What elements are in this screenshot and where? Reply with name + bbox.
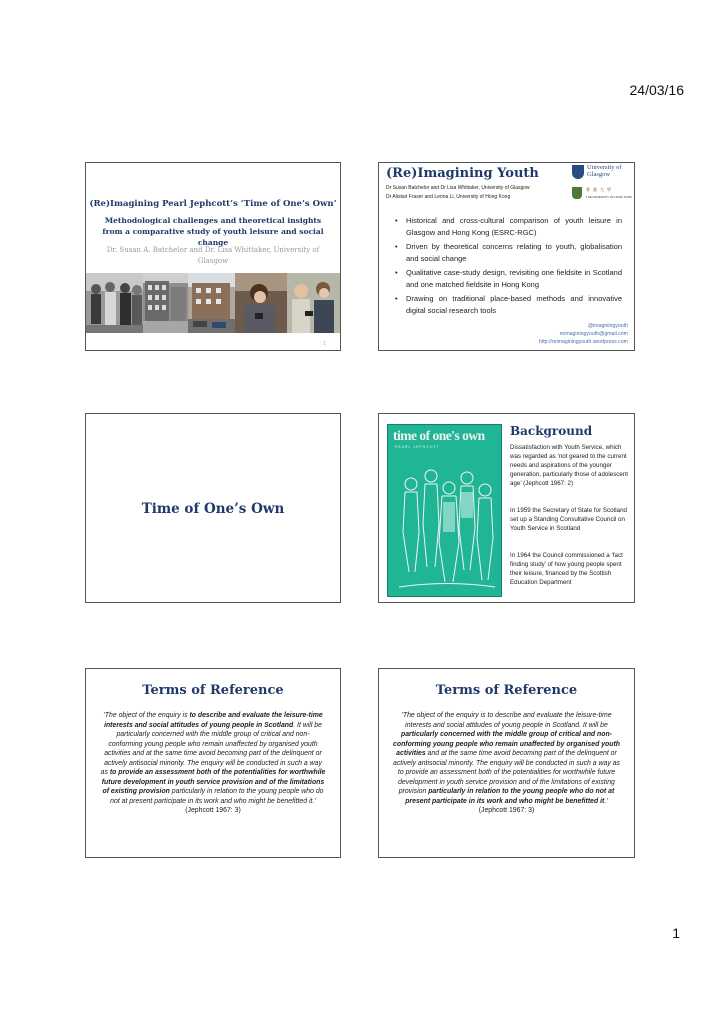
quote-citation: (Jephcott 1967: 3) (478, 807, 535, 814)
slide1-subtitle: Methodological challenges and theoretical insights from a comparative study of youth leisure and social change (102, 216, 324, 247)
quote-segment: ‘The object of the enquiry is (103, 712, 190, 719)
youth-group-image (287, 273, 340, 333)
archive-photo-group-image (86, 273, 143, 333)
slide1-number: 1 (323, 341, 326, 347)
book-cover-author: PEARL JEPHCOTT (395, 445, 440, 449)
tenement-street-image (143, 273, 188, 333)
quote-emphasis: particularly in relation to the young people who do not at present participate in its work and who might be benefitted it (405, 788, 615, 805)
terms-of-reference-quote (100, 711, 326, 816)
page-number: 1 (672, 925, 680, 941)
slide2-contact (539, 322, 628, 346)
list-item: • Driven by theoretical concerns relating to youth, globalisation and social change (395, 241, 622, 264)
hku-crest-icon (572, 187, 582, 199)
book-cover-image (387, 424, 502, 597)
university-of-hong-kong-logo (572, 187, 630, 201)
slide2-byline-glasgow: Dr Susan Batchelor and Dr Lisa Whittaker, University of Glasgow (386, 185, 530, 191)
contact-email: reimaginingyouth@gmail.com (559, 331, 628, 337)
slide-title-jephcott (85, 162, 341, 351)
slide-terms-of-reference-1 (85, 668, 341, 858)
glasgow-shield-icon (572, 165, 584, 179)
slide-terms-of-reference-2 (378, 668, 635, 858)
glasgow-logo-text: University of Glasgow (587, 164, 622, 178)
list-item: • Qualitative case-study design, revisiting one fieldsite in Scotland and one matched fieldsite in Hong Kong (395, 267, 622, 290)
list-item: • Historical and cross-cultural comparison of youth leisure in Glasgow and Hong Kong (ESRC-RGC) (395, 215, 622, 238)
slide-background (378, 413, 635, 603)
slide6-title: Terms of Reference (435, 683, 578, 698)
quote-segment: .’ (604, 797, 608, 805)
project-website: http://reimaginingyouth.wordpress.com (538, 339, 628, 345)
hku-logo-chinese: 香港大學 (586, 187, 614, 192)
book-cover-illustration (397, 462, 497, 592)
housing-estate-image (188, 273, 235, 333)
slide2-title: (Re)Imagining Youth (386, 166, 539, 181)
twitter-handle: @imaginingyouth (587, 323, 628, 329)
slide5-title: Terms of Reference (142, 683, 284, 698)
quote-emphasis: to describe and evaluate the leisure-time interests and social attitudes of young people in Scotland (104, 712, 323, 729)
terms-of-reference-quote (393, 711, 620, 816)
slide2-byline-hku: Dr Alistair Fraser and Leona Li, University of Hong Kong (386, 194, 511, 200)
background-paragraph: In 1964 the Council commissioned a ‘fact finding study’ of how young people spent their leisure, financed by the Scottish Education Department (510, 552, 623, 586)
slide3-title: Time of One’s Own (141, 501, 285, 517)
slide-time-of-ones-own (85, 413, 341, 603)
book-cover-title: time of one's own (393, 428, 485, 443)
quote-citation: (Jephcott 1967: 3) (185, 807, 241, 814)
background-paragraph: In 1959 the Secretary of State for Scotland set up a Standing Consultative Council on Youth Service in Scotland (510, 507, 627, 532)
slide4-title: Background (510, 424, 593, 438)
quote-emphasis: particularly concerned with the middle group of critical and non-conforming young people who remain unaffected by organised youth activities (393, 731, 620, 757)
quote-segment: and at the same time avoid becoming part of the delinquent or actively antisocial minority. The enquiry will be conducted in such a way as to provide an assessment both of the potentialities for worthwhile future development in youth service provision and of the limitations of existing provision (393, 750, 620, 795)
university-of-glasgow-logo (572, 164, 630, 181)
slide1-authors: Dr. Susan A. Batchelor and Dr. Lisa Whittaker, University of Glasgow (106, 246, 320, 265)
page-date: 24/03/16 (629, 82, 684, 98)
slide1-title: (Re)Imagining Pearl Jephcott’s ‘Time of One’s Own’ (89, 199, 337, 209)
list-item: • Drawing on traditional place-based methods and innovative digital social research tools (395, 293, 622, 316)
quote-segment: . It will be particularly concerned with the middle group of critical and non-conforming young people who remain unaffected by organised youth activities and at the same time avoid becoming part of the delinquent or actively antisocial minority. The enquiry will be conducted in such a way as (100, 721, 322, 776)
youth-on-phone-image (235, 273, 287, 333)
hku-logo-english: THE UNIVERSITY OF HONG KONG (586, 195, 632, 199)
slide2-bullet-list (395, 215, 622, 319)
slide2-byline (386, 184, 530, 202)
quote-segment: particularly in relation to the young people who do not at present participate in its work and who might be benefitted it.’ (110, 788, 324, 805)
quote-segment: ‘The object of the enquiry is to describe and evaluate the leisure-time interests and social attitudes of young people in Scotland. It will be (401, 712, 612, 729)
slide-reimagining-youth (378, 162, 635, 351)
background-paragraph: Dissatisfaction with Youth Service, which was regarded as ‘not geared to the current needs and aspirations of the younger generation, particularly those of adolescent age’ (Jephcott 1967: 2) (510, 444, 628, 487)
quote-emphasis: to provide an assessment both of the potentialities for worthwhile future development in youth service provision and of the limitations of existing provision (101, 769, 326, 795)
